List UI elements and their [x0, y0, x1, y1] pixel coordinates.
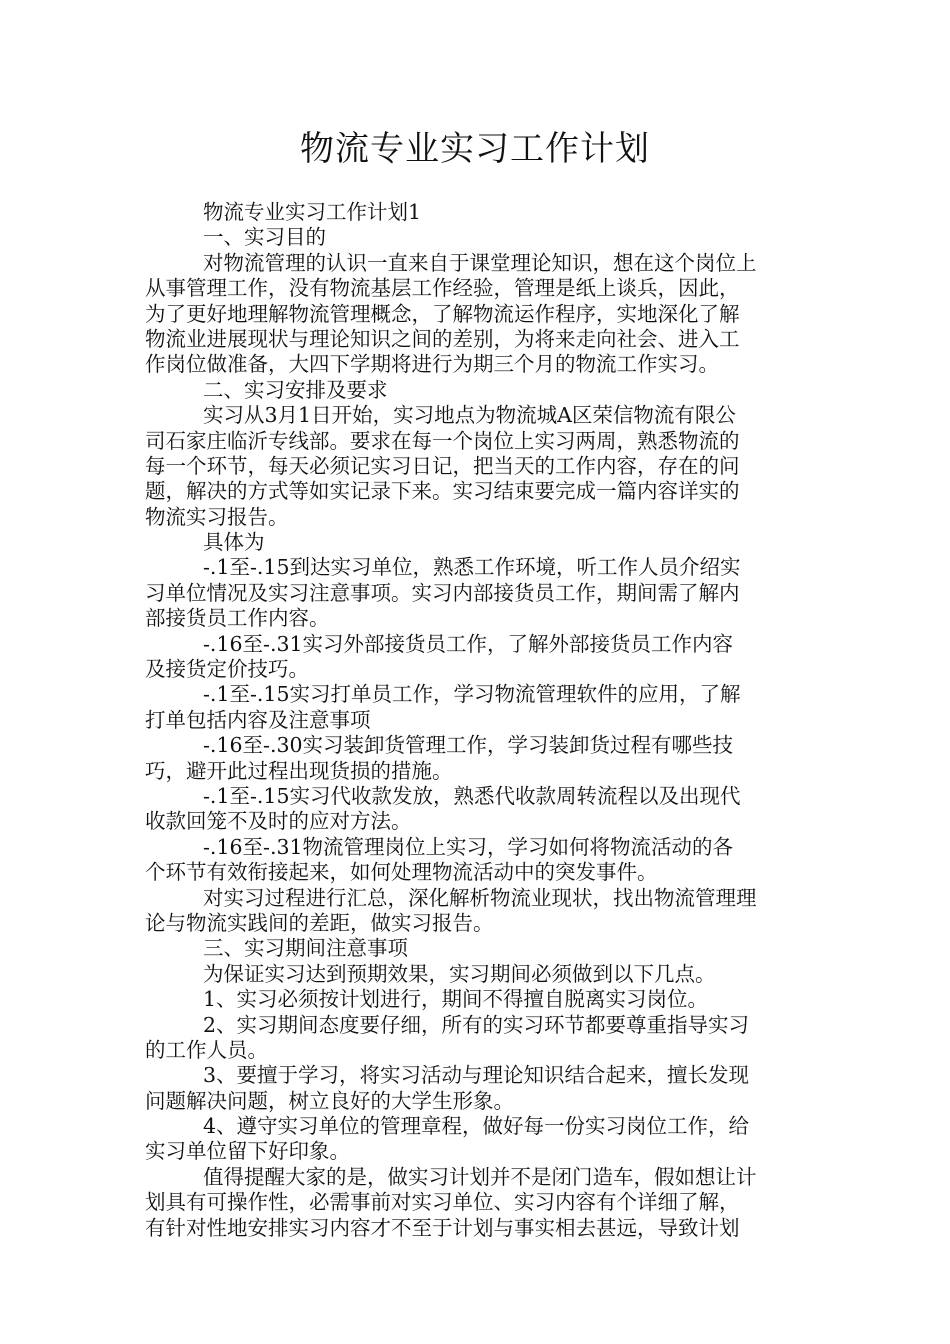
text-line: -.1至-.15到达实习单位，熟悉工作环境，听工作人员介绍实	[203, 555, 741, 580]
text-line: 部接货员工作内容。	[145, 606, 330, 631]
text-line: 二、实习安排及要求	[203, 377, 388, 402]
text-line: 论与物流实践间的差距，做实习报告。	[145, 910, 494, 935]
text-line: -.1至-.15实习打单员工作，学习物流管理软件的应用，了解	[203, 682, 741, 707]
text-line: -.16至-.31实习外部接货员工作，了解外部接货员工作内容	[203, 631, 734, 656]
text-line: 的工作人员。	[145, 1037, 268, 1062]
text-line: 对物流管理的认识一直来自于课堂理论知识，想在这个岗位上	[203, 250, 757, 275]
text-line: 从事管理工作，没有物流基层工作经验，管理是纸上谈兵，因此，	[145, 276, 740, 301]
text-line: 打单包括内容及注意事项	[145, 707, 371, 732]
text-line: 物流实习报告。	[145, 504, 289, 529]
text-line: 具体为	[203, 530, 265, 555]
text-line: 巧，避开此过程出现货损的措施。	[145, 758, 453, 783]
text-line: 2、实习期间态度要仔细，所有的实习环节都要尊重指导实习	[203, 1012, 750, 1037]
document-body	[145, 200, 805, 1241]
text-line: -.16至-.31物流管理岗位上实习，学习如何将物流活动的各	[203, 834, 734, 859]
text-line: 一、实习目的	[203, 225, 326, 250]
text-line: 3、要擅于学习，将实习活动与理论知识结合起来，擅长发现	[203, 1063, 750, 1088]
text-line: 每一个环节，每天必须记实习日记，把当天的工作内容，存在的问	[145, 453, 740, 478]
text-line: 及接货定价技巧。	[145, 657, 309, 682]
text-line: 有针对性地安排实习内容才不至于计划与事实相去甚远，导致计划	[145, 1215, 740, 1240]
text-line: 个环节有效衔接起来，如何处理物流活动中的突发事件。	[145, 860, 658, 885]
text-line: 习单位情况及实习注意事项。实习内部接货员工作，期间需了解内	[145, 580, 740, 605]
text-line: 三、实习期间注意事项	[203, 936, 408, 961]
text-line: 司石家庄临沂专线部。要求在每一个岗位上实习两周，熟悉物流的	[145, 428, 740, 453]
text-line: 1、实习必须按计划进行，期间不得擅自脱离实习岗位。	[203, 987, 709, 1012]
text-line: 为保证实习达到预期效果，实习期间必须做到以下几点。	[203, 961, 716, 986]
text-line: -.16至-.30实习装卸货管理工作，学习装卸货过程有哪些技	[203, 733, 734, 758]
text-line: 为了更好地理解物流管理概念，了解物流运作程序，实地深化了解	[145, 301, 740, 326]
text-line: 物流专业实习工作计划1	[203, 200, 422, 224]
text-line: 收款回笼不及时的应对方法。	[145, 809, 412, 834]
text-line: 问题解决问题，树立良好的大学生形象。	[145, 1088, 514, 1113]
text-line: 实习从3月1日开始，实习地点为物流城A区荣信物流有限公	[203, 403, 736, 428]
document-title: 物流专业实习工作计划	[300, 129, 650, 169]
text-line: 值得提醒大家的是，做实习计划并不是闭门造车，假如想让计	[203, 1164, 757, 1189]
text-line: 物流业进展现状与理论知识之间的差别，为将来走向社会、进入工	[145, 326, 740, 351]
text-line: 题，解决的方式等如实记录下来。实习结束要完成一篇内容详实的	[145, 479, 740, 504]
text-line: 4、遵守实习单位的管理章程，做好每一份实习岗位工作，给	[203, 1114, 750, 1139]
text-line: 对实习过程进行汇总，深化解析物流业现状，找出物流管理理	[203, 885, 757, 910]
text-line: 作岗位做准备，大四下学期将进行为期三个月的物流工作实习。	[145, 352, 719, 377]
text-line: -.1至-.15实习代收款发放，熟悉代收款周转流程以及出现代	[203, 783, 741, 808]
text-line: 划具有可操作性，必需事前对实习单位、实习内容有个详细了解，	[145, 1190, 740, 1215]
text-line: 实习单位留下好印象。	[145, 1139, 350, 1164]
